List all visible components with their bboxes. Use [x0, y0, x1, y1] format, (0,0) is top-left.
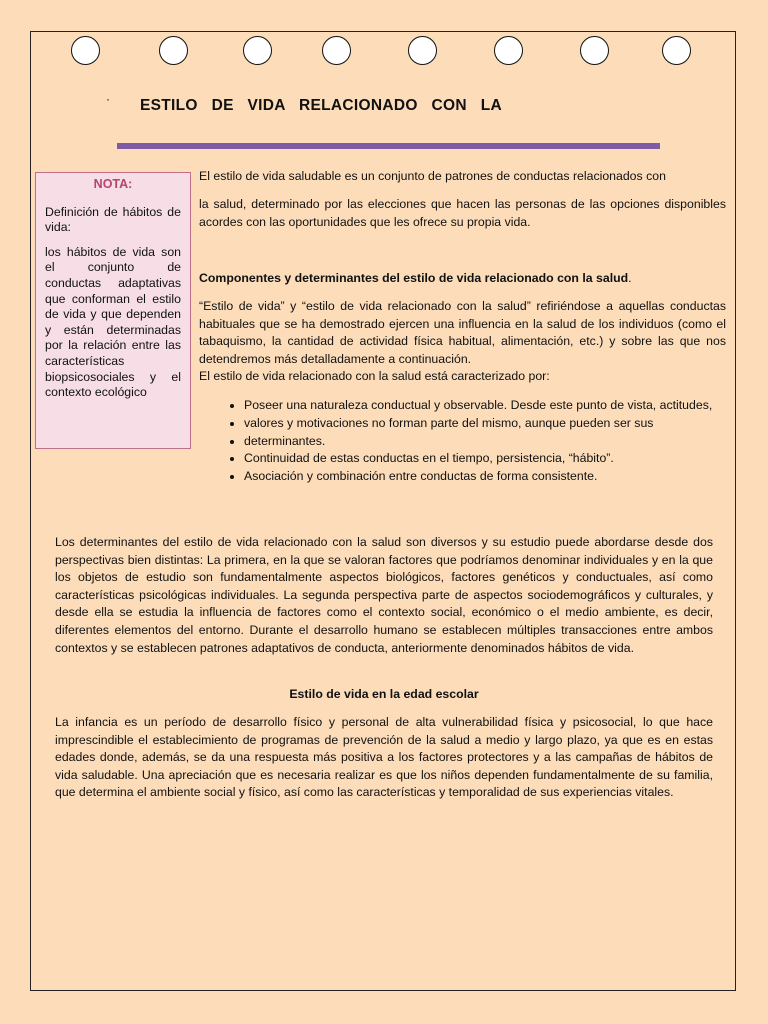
note-box [35, 172, 191, 449]
school-age-paragraph: La infancia es un período de desarrollo físico y personal de alta vulnerabilidad física y psicosocial, lo que hace imprescindible el establecimiento de programas de prevención de la salud a medio y largo plazo, ya que es en estas edades donde, además, se da una respuesta más positiva a los factores protectores y a las campañas de hábitos de vida saludable. Una apreciación que es necesaria realizar es que los niños dependen fundamentalmente de su familia, que determina el ambiente social y físico, así como las características y temporalidad de sus experiencias vitales. [55, 715, 713, 800]
binder-ring [494, 36, 523, 65]
list-item: • Poseer una naturaleza conductual y observable. Desde este punto de vista, actitudes, [244, 397, 756, 415]
binder-ring [408, 36, 437, 65]
title-divider [117, 143, 660, 149]
binder-ring [662, 36, 691, 65]
decorative-dot: · [106, 92, 110, 106]
binder-ring [322, 36, 351, 65]
list-item: • Asociación y combinación entre conductas de forma consistente. [244, 468, 756, 486]
note-heading: NOTA: [93, 177, 133, 191]
list-item: • valores y motivaciones no forman parte del mismo, aunque pueden ser sus [244, 415, 756, 433]
section-paragraph: “Estilo de vida” y “estilo de vida relacionado con la salud” refiriéndose a aquellas conductas habituales que se ha demostrado ejercen una influencia en la salud de los individuos (como el tabaquismo, la cantidad de actividad física habitual, alimentación, etc.) y sobre las que nos detendremos más detalladamente a continuación. [199, 299, 726, 366]
determinants-paragraph: Los determinantes del estilo de vida relacionado con la salud son diversos y su estudio puede abordarse desde dos perspectivas bien distintas: La primera, en la que se valoran factores que podríamos denominar individuales y en la que los objetos de estudio son fundamentalmente aspectos biológicos, factores genéticos y conductuales, así como características psicológicas individuales. La segunda perspectiva parte de aspectos sociodemográficos y culturales, y desde ella se estudia la influencia de factores como el contexto social, económico o el medio ambiente, es decir, diferentes elementos del entorno. Durante el desarrollo humano se establecen múltiples transacciones entre ambos contextos y se establecen patrones adaptativos de conducta, anteriormente denominados hábitos de vida. [55, 535, 713, 655]
intro-line: El estilo de vida saludable es un conjunto de patrones de conductas relacionados con [199, 169, 666, 183]
section-heading [199, 270, 726, 288]
section-heading: Estilo de vida en la edad escolar [289, 687, 479, 701]
list-item: • determinantes. [244, 433, 756, 451]
note-definition: Definición de hábitos de vida: [45, 204, 181, 235]
binder-ring [71, 36, 100, 65]
section-heading-text: Componentes y determinantes del estilo de vida relacionado con la salud [199, 271, 629, 285]
intro-paragraph: la salud, determinado por las elecciones que hacen las personas de las opciones disponibles acordes con las oportunidades que les ofrece su propia vida. [199, 197, 726, 229]
list-item: • Continuidad de estas conductas en el tiempo, persistencia, “hábito”. [244, 450, 756, 468]
note-body: los hábitos de vida son el conjunto de conductas adaptativas que conforman el estilo de vida y que dependen y están determinadas por la relación entre las características biopsicosociales y el contexto ecológico [45, 244, 181, 400]
binder-ring [159, 36, 188, 65]
page-title: ESTILO DE VIDA RELACIONADO CON LA [140, 97, 502, 114]
binder-ring [580, 36, 609, 65]
characteristics-list [214, 397, 756, 486]
section-heading-suffix: . [628, 271, 632, 285]
section-lead: El estilo de vida relacionado con la salud está caracterizado por: [199, 369, 550, 383]
binder-ring [243, 36, 272, 65]
